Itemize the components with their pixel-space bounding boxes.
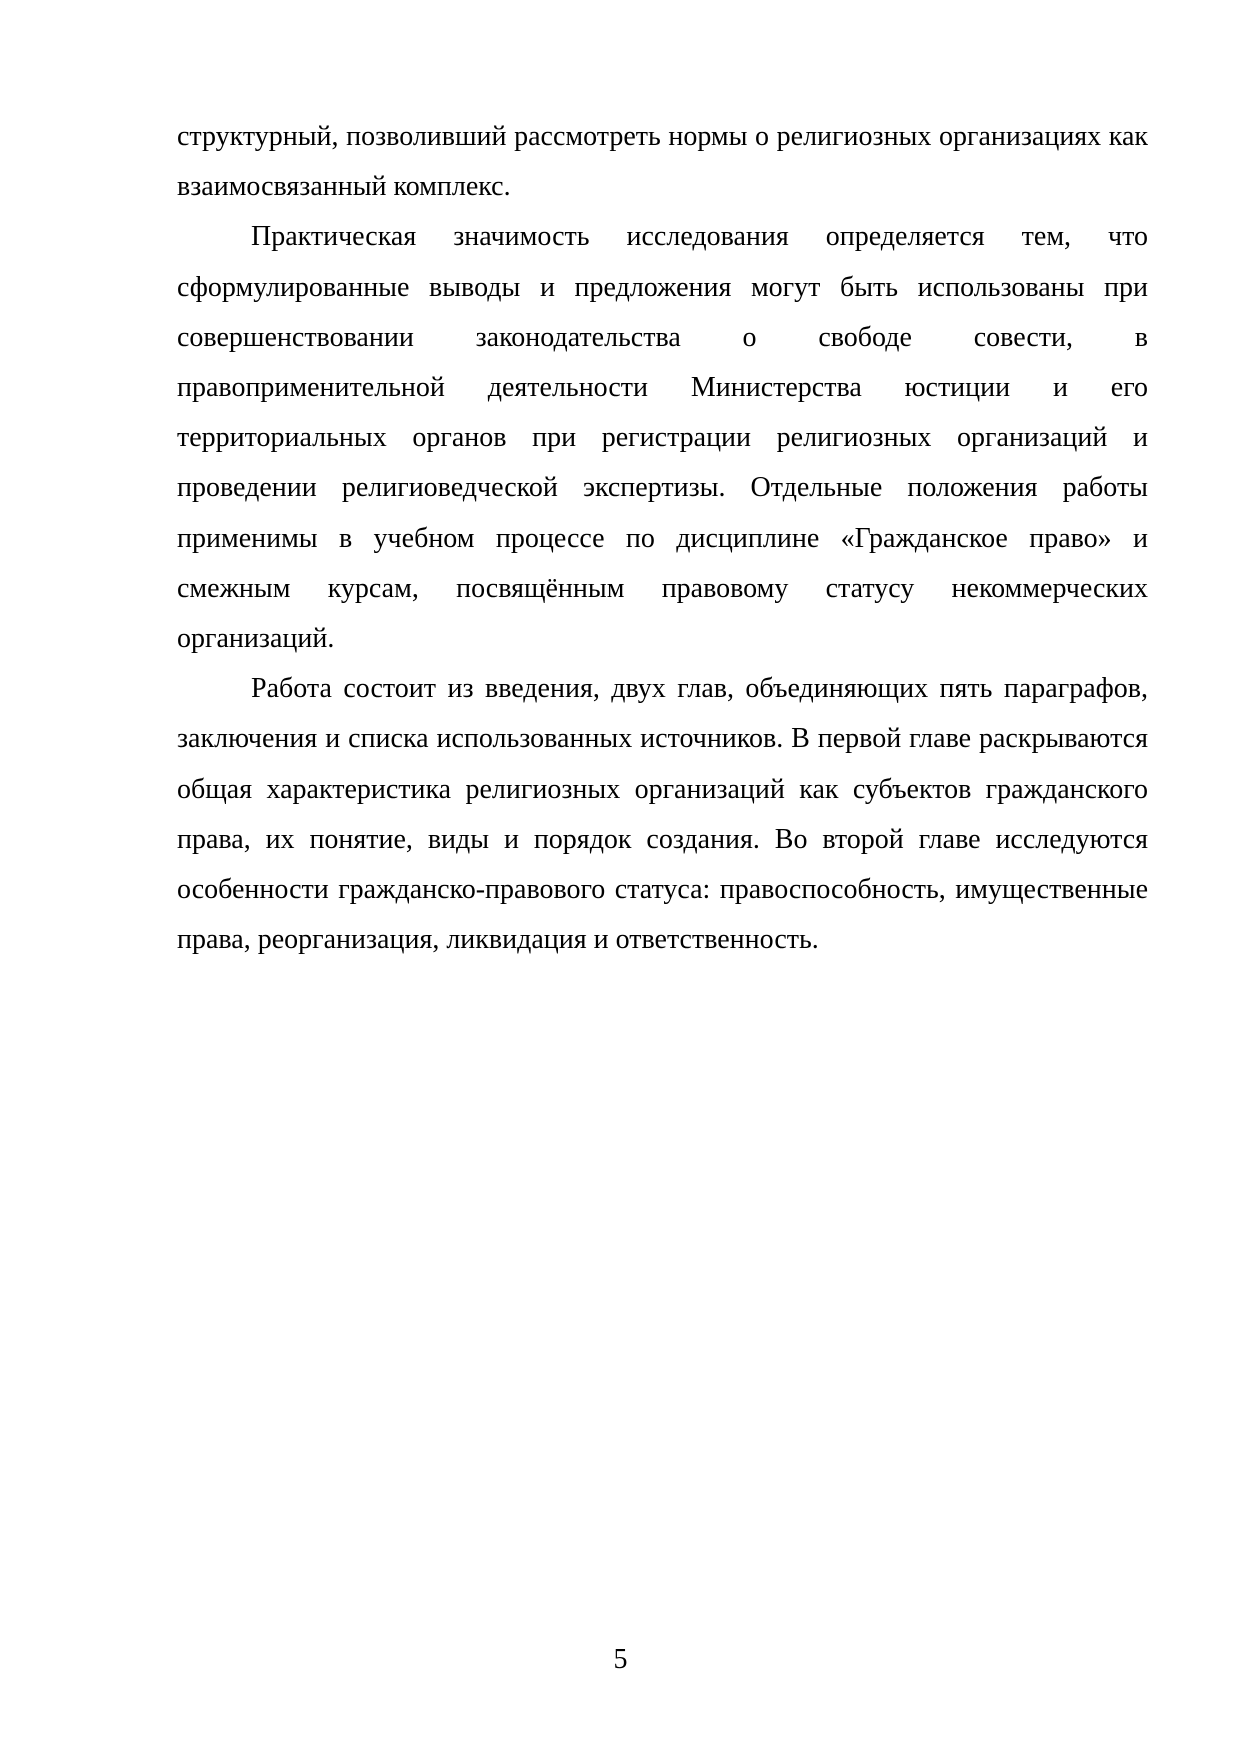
paragraph-practical-significance: Практическая значимость исследования определяется тем, что сформулированные выводы и предложения могут быть использованы при совершенствовании законодательства о свободе совести, в правоприменительной деятельности Министерства юстиции и его территориальных органов при регистрации религиозных организаций и проведении религиоведческой экспертизы. Отдельные положения работы применимы в учебном процессе по дисциплине «Гражданское право» и смежным курсам, посвящённым правовому статусу некоммерческих организаций. [177, 221, 1148, 655]
page-number: 5 [613, 1644, 628, 1675]
body-text [177, 112, 1148, 965]
paragraph-work-structure: Работа состоит из введения, двух глав, объединяющих пять параграфов, заключения и списка использованных источников. В первой главе раскрываются общая характеристика религиозных организаций как субъектов гражданского права, их понятие, виды и порядок создания. Во второй главе исследуются особенности гражданско-правового статуса: правоспособность, имущественные права, реорганизация, ликвидация и ответственность. [177, 673, 1148, 956]
paragraph-continuation: структурный, позволивший рассмотреть нормы о религиозных организациях как взаимосвязанный комплекс. [177, 121, 1148, 203]
